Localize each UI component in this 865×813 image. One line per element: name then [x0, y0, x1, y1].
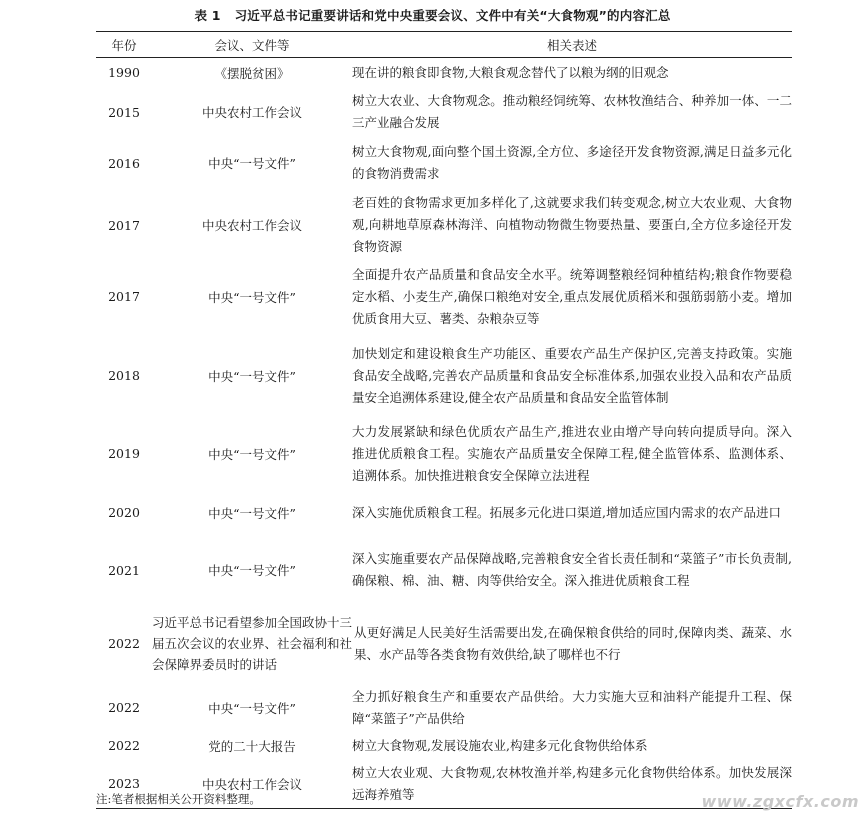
row-description: 全力抓好粮食生产和重要农产品供给。大力实施大豆和油料产能提升工程、保障“菜篮子”产品供给 [352, 688, 792, 726]
row-document: 中央农村工作会议 [201, 776, 302, 792]
row-year: 1990 [108, 65, 140, 81]
header-document: 会议、文件等 [152, 32, 352, 58]
table-row [96, 137, 792, 190]
row-year: 2017 [108, 217, 140, 233]
header-description: 相关表述 [352, 32, 792, 58]
row-document: 中央“一号文件” [208, 156, 296, 171]
table-note: 注:笔者根据相关公开资料整理。 [96, 792, 261, 806]
row-document: 中央农村工作会议 [201, 105, 302, 120]
table-row [96, 489, 792, 537]
row-year: 2018 [108, 368, 140, 383]
row-document: 党的二十大报告 [208, 738, 296, 754]
row-description: 深入实施优质粮食工程。拓展多元化进口渠道,增加适应国内需求的农产品进口 [352, 504, 781, 520]
row-year: 2022 [108, 738, 140, 753]
row-document: 《摆脱贫困》 [214, 65, 290, 81]
row-description: 从更好满足人民美好生活需要出发,在确保粮食供给的同时,保障肉类、蔬菜、水果、水产品等各类食物有效供给,缺了哪样也不行 [354, 624, 792, 662]
row-document: 中央“一号文件” [208, 563, 296, 578]
row-year: 2016 [108, 155, 140, 171]
row-description: 深入实施重要农产品保障战略,完善粮食安全省长责任制和“菜篮子”市长负责制,确保粮、棉、油、糖、肉等供给安全。深入推进优质粮食工程 [352, 551, 792, 588]
table-row [96, 88, 792, 137]
header-year: 年份 [96, 32, 152, 58]
row-document: 中央“一号文件” [208, 700, 296, 716]
site-watermark: www.zgxcfx.com [701, 792, 859, 811]
row-document: 中央“一号文件” [208, 368, 296, 384]
row-year: 2019 [108, 446, 140, 461]
row-year: 2021 [108, 562, 140, 578]
row-year: 2022 [108, 700, 140, 715]
row-document: 中央“一号文件” [208, 289, 296, 305]
table-row [96, 58, 792, 88]
table-caption [0, 6, 865, 24]
row-document: 中央“一号文件” [208, 446, 296, 462]
table-row [96, 537, 792, 604]
table-row [96, 604, 792, 684]
row-year: 2022 [108, 636, 140, 651]
table-title: 习近平总书记重要讲话和党中央重要会议、文件中有关“大食物观”的内容汇总 [234, 8, 671, 23]
table-number: 表 1 [194, 8, 221, 23]
table-row [96, 684, 792, 732]
row-document: 习近平总书记看望参加全国政协十三届五次会议的农业界、社会福利和社会保障界委员时的讲话 [152, 615, 353, 672]
row-description: 加快划定和建设粮食生产功能区、重要农产品生产保护区,完善支持政策。实施食品安全战略,完善农产品质量和食品安全标准体系,加强农业投入品和农产品质量安全追溯体系建设,健全农产品质量和食品安全监管体制 [352, 345, 792, 405]
row-document: 中央农村工作会议 [201, 218, 302, 233]
row-description: 老百姓的食物需求更加多样化了,这就要求我们转变观念,树立大农业观、大食物观,向耕地草原森林海洋、向植物动物微生物要热量、要蛋白,全方位多途径开发食物资源 [352, 195, 792, 254]
row-description: 树立大食物观,面向整个国土资源,全方位、多途径开发食物资源,满足日益多元化的食物消费需求 [352, 144, 792, 181]
row-description: 树立大农业观、大食物观,农林牧渔并举,构建多元化食物供给体系。加快发展深远海养殖等 [352, 764, 792, 802]
row-description: 大力发展紧缺和绿色优质农产品生产,推进农业由增产导向转向提质导向。深入推进优质粮食工程。实施农产品质量安全保障工程,健全监管体系、监测体系、追溯体系。加快推进粮食安全保障立法进程 [352, 423, 792, 483]
row-description: 树立大农业、大食物观念。推动粮经饲统筹、农林牧渔结合、种养加一体、一二三产业融合发展 [352, 93, 792, 130]
row-document: 中央“一号文件” [208, 505, 296, 521]
row-year: 2023 [108, 776, 140, 792]
row-description: 现在讲的粮食即食物,大粮食观念替代了以粮为纲的旧观念 [352, 64, 669, 80]
row-year: 2017 [108, 289, 140, 304]
row-description: 全面提升农产品质量和食品安全水平。统筹调整粮经饲种植结构;粮食作物要稳定水稻、小麦生产,确保口粮绝对安全,重点发展优质稻米和强筋弱筋小麦。增加优质食用大豆、薯类、杂粮杂豆等 [352, 266, 792, 326]
row-year: 2015 [108, 104, 140, 120]
table-row [96, 190, 792, 261]
summary-table [96, 31, 792, 809]
table-row [96, 261, 792, 333]
table-row [96, 419, 792, 489]
row-year: 2020 [108, 505, 140, 520]
table-header-row [96, 32, 792, 58]
table-row [96, 333, 792, 419]
table-row [96, 732, 792, 760]
row-description: 树立大食物观,发展设施农业,构建多元化食物供给体系 [352, 737, 648, 753]
